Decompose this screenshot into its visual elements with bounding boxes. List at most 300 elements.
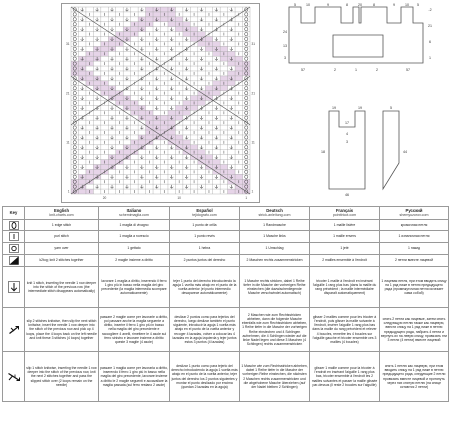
chart-knit-below-symbol xyxy=(125,67,128,70)
chart-cell-highlight xyxy=(198,150,205,155)
chart-knit-below-symbol xyxy=(230,37,233,40)
chart-knit-below-symbol xyxy=(155,86,158,89)
chart-knit-below-symbol xyxy=(110,116,113,119)
chart-knit-below-symbol xyxy=(230,67,233,70)
legend-cell: 2 Maschen rechts zusammenstricken xyxy=(240,255,310,267)
legend-cell: lavorare 1 maglia a diritto, inserendo il ferro 1 giro più in basso nella maglia del giro precedente (la maglia intermedia scompare automaticamente) xyxy=(99,267,170,308)
schematic-label: 2 xyxy=(376,68,378,72)
chart-knit-below-symbol xyxy=(185,86,188,89)
chart-cell-highlight xyxy=(183,101,190,106)
chart-knit-below-symbol xyxy=(140,37,143,40)
chart-cell-highlight xyxy=(183,110,190,115)
stitch-legend-table xyxy=(2,206,449,402)
schematic-label: 3 xyxy=(284,56,286,60)
chart-cell-highlight xyxy=(86,174,93,179)
chart-knit-below-symbol xyxy=(81,27,84,30)
legend-row xyxy=(3,220,449,231)
knitting-chart xyxy=(61,3,260,203)
chart-cell-highlight xyxy=(228,71,235,76)
chart-cell-highlight xyxy=(146,135,153,140)
chart-knit-below-symbol xyxy=(170,86,173,89)
chart-edge-stitch xyxy=(245,91,248,94)
purl-stitch-icon xyxy=(3,231,25,243)
legend-cell: кромочная петля xyxy=(380,220,449,231)
schematic-label: 8 xyxy=(346,3,348,7)
chart-cell-highlight xyxy=(146,17,153,22)
chart-knit-below-symbol xyxy=(200,126,203,129)
legend-cell: 1 Masche rechts stricken, dabei 1 Reihe tiefer in die Masche der vorherigen Reihe einstechen (die dazwischenliegende Masche verschwindet automatisch) xyxy=(240,267,310,308)
legend-cell: deslizar 2 puntos como para tejerlos del derecho, luego deslizar también el punto siguiente, introducir la aguja 1 vuelta más abajo en el punto de la vuelta anterior y recoger 4 lazadas, volver a colocar las 4 lazadas en la aguja izquierda y tejer juntos estos 3 puntos (4 lazadas) xyxy=(170,308,240,352)
chart-knit-below-symbol xyxy=(215,146,218,149)
chart-cell-highlight xyxy=(131,27,138,32)
chart-cell-highlight xyxy=(213,91,220,96)
chart-edge-stitch xyxy=(73,32,76,35)
chart-cell-highlight xyxy=(190,37,197,42)
chart-edge-stitch xyxy=(73,96,76,99)
chart-cell-highlight xyxy=(123,32,130,37)
chart-edge-stitch xyxy=(73,116,76,119)
schematic-label: 24 xyxy=(283,30,287,34)
chart-edge-stitch xyxy=(245,131,248,134)
legend-header: Español tejidografo.com xyxy=(170,207,240,220)
chart-knit-below-symbol xyxy=(81,165,84,168)
chart-cell-highlight xyxy=(101,86,108,91)
chart-knit-below-symbol xyxy=(215,136,218,139)
chart-row-number: 21 xyxy=(65,91,70,96)
legend-cell: glisser 1 maille comme pour la tricoter à l'endroit en insérant l'aiguille 1 rang plus bas, tricoter ensemble à l'endroit les 2 mailles suivantes et passer la maille glissée par-dessus (il reste 2 boucles sur l'aiguille) xyxy=(310,352,380,402)
chart-knit-below-symbol xyxy=(215,18,218,21)
legend-row xyxy=(3,308,449,352)
chart-cell-highlight xyxy=(138,140,145,145)
chart-knit-below-symbol xyxy=(185,18,188,21)
chart-knit-below-symbol xyxy=(140,96,143,99)
chart-knit-below-symbol xyxy=(170,77,173,80)
chart-cell-highlight xyxy=(220,76,227,81)
chart-knit-below-symbol xyxy=(200,77,203,80)
chart-knit-below-symbol xyxy=(125,175,128,178)
chart-edge-stitch xyxy=(245,136,248,139)
schematic-label: 17 xyxy=(345,121,349,125)
schematic-label: 5 xyxy=(417,3,419,7)
chart-knit-below-symbol xyxy=(170,27,173,30)
chart-knit-below-symbol xyxy=(81,146,84,149)
legend-cell: k2tog; knit 2 stitches together xyxy=(25,255,99,267)
chart-cell-highlight xyxy=(161,115,168,120)
chart-knit-below-symbol xyxy=(140,155,143,158)
legend-cell: slip 1 stitch knitwise, inserting the needle 1 row deeper into the stitch of the previous row, knit the next 2 stitches together and pass the slipped stitch over (2 loops remain on the needle) xyxy=(25,352,99,402)
legend-header-row xyxy=(3,207,449,220)
chart-knit-below-symbol xyxy=(215,37,218,40)
chart-knit-below-symbol xyxy=(215,175,218,178)
chart-column-number: 20 xyxy=(102,196,107,200)
chart-edge-stitch xyxy=(73,52,76,55)
chart-cell-highlight xyxy=(190,27,197,32)
chart-knit-below-symbol xyxy=(140,175,143,178)
chart-knit-below-symbol xyxy=(125,57,128,60)
chart-cell-highlight xyxy=(123,101,130,106)
legend-cell: 1 maglia di vivagno xyxy=(99,220,170,231)
chart-cell-highlight xyxy=(175,135,182,140)
legend-header: Italiano schemimaglia.com xyxy=(99,207,170,220)
chart-knit-below-symbol xyxy=(81,37,84,40)
chart-cell-highlight xyxy=(78,189,85,194)
chart-knit-below-symbol xyxy=(185,165,188,168)
schematic-label: 8 xyxy=(373,3,375,7)
chart-cell-highlight xyxy=(116,155,123,160)
legend-cell: 1 gettato xyxy=(99,243,170,255)
chart-cell-highlight xyxy=(205,86,212,91)
chart-knit-below-symbol xyxy=(230,106,233,109)
chart-knit-below-symbol xyxy=(215,57,218,60)
legend-cell: tricoter 1 maille à l'endroit en insérant l'aiguille 1 rang plus bas (dans la maille du rang précédent ; la maille intermédiaire disparaît automatiquement) xyxy=(310,267,380,308)
chart-knit-below-symbol xyxy=(140,47,143,50)
legend-cell: 1 maille lisière xyxy=(310,220,380,231)
chart-cell-highlight xyxy=(78,179,85,184)
chart-knit-below-symbol xyxy=(170,106,173,109)
chart-edge-stitch xyxy=(245,106,248,109)
chart-edge-stitch xyxy=(245,155,248,158)
schematic-label: 44 xyxy=(403,150,407,154)
legend-cell: 1 hebra xyxy=(170,243,240,255)
chart-edge-stitch xyxy=(245,42,248,45)
chart-cell-highlight xyxy=(183,140,190,145)
chart-cell-highlight xyxy=(183,32,190,37)
chart-knit-below-symbol xyxy=(81,136,84,139)
chart-cell-highlight xyxy=(228,61,235,66)
chart-cell-highlight xyxy=(235,56,242,61)
chart-knit-below-symbol xyxy=(200,136,203,139)
chart-edge-stitch xyxy=(245,37,248,40)
chart-row-number: 11 xyxy=(251,140,255,145)
chart-edge-stitch xyxy=(245,101,248,104)
legend-cell: 1 jeté xyxy=(310,243,380,255)
chart-knit-below-symbol xyxy=(125,126,128,129)
chart-edge-stitch xyxy=(73,136,76,139)
chart-cell-highlight xyxy=(235,66,242,71)
schematic-label: 10 xyxy=(306,3,310,7)
chart-edge-stitch xyxy=(73,91,76,94)
chart-knit-below-symbol xyxy=(95,146,98,149)
schematic-label: 10 xyxy=(405,3,409,7)
chart-cell-highlight xyxy=(213,81,220,86)
chart-edge-stitch xyxy=(73,141,76,144)
chart-edge-stitch xyxy=(73,165,76,168)
chart-cell-highlight xyxy=(161,7,168,12)
chart-knit-below-symbol xyxy=(140,57,143,60)
chart-cell-highlight xyxy=(175,27,182,32)
chart-edge-stitch xyxy=(245,13,248,16)
legend-cell: 2 петли вместе лицевой xyxy=(380,255,449,267)
chart-cell-highlight xyxy=(198,101,205,106)
legend-cell: 1 изнаночная петля xyxy=(380,231,449,243)
chart-knit-below-symbol xyxy=(110,67,113,70)
chart-cell-highlight xyxy=(175,105,182,110)
chart-knit-below-symbol xyxy=(155,155,158,158)
chart-edge-stitch xyxy=(245,146,248,149)
chart-edge-stitch xyxy=(73,111,76,114)
legend-cell: 2 Maschen wie zum Rechtsstricken abheben, dann die folgende Masche ebenfalls wie zum Rechtsstricken abheben, 1 Reihe tiefer in die Masche der vorherigen Reihe einstechen und 4 Schlingen aufnehmen, die 4 Schlingen wieder auf die linke Nadel legen und diese 3 Maschen (4 Schlingen) rechts zusammenstricken xyxy=(240,308,310,352)
chart-cell-highlight xyxy=(86,56,93,61)
chart-edge-stitch xyxy=(73,160,76,163)
chart-knit-below-symbol xyxy=(185,175,188,178)
chart-cell-highlight xyxy=(116,96,123,101)
legend-header: Deutsch strick-anleitung.com xyxy=(240,207,310,220)
chart-cell-highlight xyxy=(101,164,108,169)
chart-cell-highlight xyxy=(86,76,93,81)
chart-knit-below-symbol xyxy=(81,18,84,21)
legend-header: Русский shemyuzorov.com xyxy=(380,207,449,220)
schematic-label: 6 xyxy=(429,40,431,44)
chart-knit-below-symbol xyxy=(95,185,98,188)
chart-edge-stitch xyxy=(73,23,76,26)
chart-cell-highlight xyxy=(93,169,100,174)
chart-edge-stitch xyxy=(73,106,76,109)
chart-edge-stitch xyxy=(73,155,76,158)
chart-knit-below-symbol xyxy=(140,8,143,11)
chart-cell-highlight xyxy=(93,51,100,56)
chart-knit-below-symbol xyxy=(155,165,158,168)
chart-cell-highlight xyxy=(235,174,242,179)
chart-knit-below-symbol xyxy=(95,155,98,158)
chart-edge-stitch xyxy=(73,101,76,104)
chart-knit-below-symbol xyxy=(81,47,84,50)
chart-knit-below-symbol xyxy=(230,146,233,149)
chart-cell-highlight xyxy=(93,81,100,86)
chart-knit-below-symbol xyxy=(215,67,218,70)
chart-knit-below-symbol xyxy=(155,96,158,99)
chart-cell-highlight xyxy=(78,71,85,76)
legend-cell: 1 maglia a rovescio xyxy=(99,231,170,243)
chart-edge-stitch xyxy=(245,47,248,50)
chart-knit-below-symbol xyxy=(200,165,203,168)
chart-knit-below-symbol xyxy=(110,77,113,80)
chart-knit-below-symbol xyxy=(95,27,98,30)
legend-cell: снять 2 петли как лицевые, затем снять следующую петлю также как лицевую, ввести спицу на 1 ряд ниже в петлю предыдущего ряда, набрать 4 петли и вернуть их на левую спицу, провязать эти 3 петли (4 петли) вместе лицевой xyxy=(380,308,449,352)
chart-edge-stitch xyxy=(73,18,76,21)
chart-cell-highlight xyxy=(205,37,212,42)
chart-cell-highlight xyxy=(168,12,175,17)
chart-cell-highlight xyxy=(131,105,138,110)
chart-knit-below-symbol xyxy=(155,27,158,30)
chart-edge-stitch xyxy=(73,47,76,50)
chart-knit-below-symbol xyxy=(140,185,143,188)
legend-cell: knit 1 stitch, inserting the needle 1 row deeper into the stitch of the previous row (the intermediate stitch disappears automatically) xyxy=(25,267,99,308)
chart-cell-highlight xyxy=(228,169,235,174)
schematic-label: 1 xyxy=(429,56,431,60)
legend-cell: 1 Masche links xyxy=(240,231,310,243)
chart-edge-stitch xyxy=(245,96,248,99)
chart-knit-below-symbol xyxy=(170,165,173,168)
chart-edge-stitch xyxy=(245,82,248,85)
chart-cell-highlight xyxy=(161,125,168,130)
chart-cell-highlight xyxy=(235,76,242,81)
chart-cell-highlight xyxy=(123,150,130,155)
legend-cell: 1 Randmasche xyxy=(240,220,310,231)
chart-knit-below-symbol xyxy=(110,27,113,30)
chart-knit-below-symbol xyxy=(170,47,173,50)
schematic-label: 19 xyxy=(358,106,362,110)
chart-grid xyxy=(62,4,259,202)
schematic-label: 3 xyxy=(346,140,348,144)
schematic-label: 2 xyxy=(334,68,336,72)
chart-knit-below-symbol xyxy=(125,136,128,139)
chart-knit-below-symbol xyxy=(200,146,203,149)
chart-knit-below-symbol xyxy=(110,8,113,11)
chart-knit-below-symbol xyxy=(140,165,143,168)
chart-knit-below-symbol xyxy=(170,175,173,178)
chart-knit-below-symbol xyxy=(170,146,173,149)
chart-knit-below-symbol xyxy=(110,18,113,21)
chart-knit-below-symbol xyxy=(95,37,98,40)
chart-cell-highlight xyxy=(168,120,175,125)
chart-knit-below-symbol xyxy=(185,136,188,139)
chart-knit-below-symbol xyxy=(81,8,84,11)
chart-edge-stitch xyxy=(245,126,248,129)
chart-knit-below-symbol xyxy=(200,116,203,119)
chart-knit-below-symbol xyxy=(185,185,188,188)
schematic-label: 4 xyxy=(346,132,348,136)
chart-knit-below-symbol xyxy=(95,96,98,99)
chart-cell-highlight xyxy=(78,61,85,66)
chart-cell-highlight xyxy=(228,189,235,194)
chart-knit-below-symbol xyxy=(81,106,84,109)
chart-column-number: 1 xyxy=(245,196,248,200)
chart-knit-below-symbol xyxy=(170,37,173,40)
chart-row-number: 31 xyxy=(65,42,70,47)
chart-edge-stitch xyxy=(73,170,76,173)
chart-knit-below-symbol xyxy=(81,126,84,129)
chart-knit-below-symbol xyxy=(125,77,128,80)
schematic-label: 5 xyxy=(294,3,296,7)
schematic-label: 46 xyxy=(345,193,349,197)
chart-edge-stitch xyxy=(73,126,76,129)
chart-edge-stitch xyxy=(245,160,248,163)
chart-cell-highlight xyxy=(175,17,182,22)
chart-knit-below-symbol xyxy=(200,8,203,11)
legend-cell: passare 1 maglia come per lavorarla a diritto, inserendo il ferro 1 giro più in basso nella maglia del giro precedente, lavorare insieme a diritto le 2 maglie seguenti e accavallare la maglia passata (sul ferro restano 2 asole) xyxy=(99,352,170,402)
chart-knit-below-symbol xyxy=(95,136,98,139)
chart-cell-highlight xyxy=(205,155,212,160)
chart-edge-stitch xyxy=(245,165,248,168)
legend-row xyxy=(3,243,449,255)
chart-cell-highlight xyxy=(108,41,115,46)
chart-cell-highlight xyxy=(175,115,182,120)
legend-header: English knit-charts.com xyxy=(25,207,99,220)
chart-edge-stitch xyxy=(245,150,248,153)
legend-header: Français pointtricot.com xyxy=(310,207,380,220)
schematic-label: -2 xyxy=(428,8,432,12)
cross-stitch-icon xyxy=(3,308,25,352)
schematic-label: 57 xyxy=(301,68,305,72)
chart-knit-below-symbol xyxy=(230,96,233,99)
chart-column-number: 10 xyxy=(177,196,181,200)
chart-knit-below-symbol xyxy=(200,175,203,178)
chart-knit-below-symbol xyxy=(185,155,188,158)
chart-cell-highlight xyxy=(138,22,145,27)
chart-edge-stitch xyxy=(245,57,248,60)
chart-knit-below-symbol xyxy=(95,126,98,129)
chart-edge-stitch xyxy=(73,27,76,30)
chart-edge-stitch xyxy=(245,32,248,35)
chart-cell-highlight xyxy=(146,115,153,120)
chart-knit-below-symbol xyxy=(185,8,188,11)
chart-knit-below-symbol xyxy=(200,27,203,30)
chart-knit-below-symbol xyxy=(110,146,113,149)
legend-cell: passare 2 maglie come per lavorarle a diritto, poi passare anche la maglia seguente a diritto, inserire il ferro 1 giro più in basso nella maglia del giro precedente e raccogliere 4 anelli, rimettere le 4 asole sul ferro sinistro e lavorare insieme a diritto queste 3 maglie (4 asole) xyxy=(99,308,170,352)
chart-cell-highlight xyxy=(190,105,197,110)
chart-cell-highlight xyxy=(228,81,235,86)
legend-cell: purl stitch xyxy=(25,231,99,243)
chart-cell-highlight xyxy=(138,110,145,115)
legend-cell: deslizar 1 punto como para tejerlo del derecho introduciendo la aguja 1 vuelta más abajo en el punto de la vuelta anterior, tejer juntos del derecho los 2 puntos siguientes y montar el punto deslizado por encima (quedan 2 lazadas en la aguja) xyxy=(170,352,240,402)
chart-knit-below-symbol xyxy=(215,185,218,188)
chart-knit-below-symbol xyxy=(81,155,84,158)
chart-knit-below-symbol xyxy=(95,18,98,21)
chart-cell-highlight xyxy=(220,46,227,51)
chart-cell-highlight xyxy=(168,22,175,27)
chart-knit-below-symbol xyxy=(230,136,233,139)
chart-cell-highlight xyxy=(168,110,175,115)
chart-edge-stitch xyxy=(245,170,248,173)
legend-cell: yarn over xyxy=(25,243,99,255)
chart-knit-below-symbol xyxy=(155,57,158,60)
chart-knit-below-symbol xyxy=(200,57,203,60)
chart-knit-below-symbol xyxy=(200,47,203,50)
chart-cell-highlight xyxy=(198,41,205,46)
legend-cell: снять 1 петлю как лицевую, при этом вводить спицу на 1 ряд ниже в петлю предыдущего ряда, следующие 2 петли провязать вместе лицевой и протянуть через них снятую петлю (на спице остаются 2 петли) xyxy=(380,352,449,402)
chart-knit-below-symbol xyxy=(170,155,173,158)
schematic-label: 21 xyxy=(428,24,432,28)
knit-below-icon xyxy=(3,267,25,308)
chart-knit-below-symbol xyxy=(110,106,113,109)
chart-knit-below-symbol xyxy=(215,106,218,109)
chart-knit-below-symbol xyxy=(155,37,158,40)
chart-edge-stitch xyxy=(245,116,248,119)
chart-knit-below-symbol xyxy=(230,126,233,129)
chart-edge-stitch xyxy=(73,13,76,16)
legend-cell: 1 maille envers xyxy=(310,231,380,243)
garment-schematic xyxy=(283,3,449,203)
chart-knit-below-symbol xyxy=(110,175,113,178)
chart-cell-highlight xyxy=(198,32,205,37)
yarn-over-icon xyxy=(3,243,25,255)
chart-knit-below-symbol xyxy=(110,185,113,188)
chart-knit-below-symbol xyxy=(110,136,113,139)
chart-cell-highlight xyxy=(183,22,190,27)
chart-row-number: 21 xyxy=(251,91,256,96)
chart-row-number: 31 xyxy=(251,42,256,47)
chart-edge-stitch xyxy=(245,18,248,21)
chart-edge-stitch xyxy=(73,37,76,40)
legend-cell: 1 punto revés xyxy=(170,231,240,243)
schematic-label: 18 xyxy=(321,150,325,154)
chart-knit-below-symbol xyxy=(155,47,158,50)
chart-knit-below-symbol xyxy=(95,116,98,119)
chart-edge-stitch xyxy=(73,42,76,45)
chart-edge-stitch xyxy=(73,82,76,85)
chart-knit-below-symbol xyxy=(230,155,233,158)
chart-knit-below-symbol xyxy=(155,106,158,109)
chart-knit-below-symbol xyxy=(125,18,128,21)
chart-edge-stitch xyxy=(245,52,248,55)
schematic-inner-window xyxy=(333,35,383,57)
schematic-label: 9 xyxy=(327,3,329,7)
chart-knit-below-symbol xyxy=(215,8,218,11)
chart-knit-below-symbol xyxy=(200,185,203,188)
chart-cell-highlight xyxy=(108,91,115,96)
legend-cell: tejer 1 punto del derecho introduciendo la aguja 1 vuelta más abajo en el punto de la vuelta anterior (el punto intermedio desaparece automáticamente) xyxy=(170,267,240,308)
legend-cell: 1 Masche wie zum Rechtsstricken abheben, dabei 1 Reihe tiefer in die Masche der vorherigen Reihe einstechen, die nächsten 2 Maschen rechts zusammenstricken und die abgehobene Masche überziehen (auf der Nadel bleiben 2 Schlingen) xyxy=(240,352,310,402)
